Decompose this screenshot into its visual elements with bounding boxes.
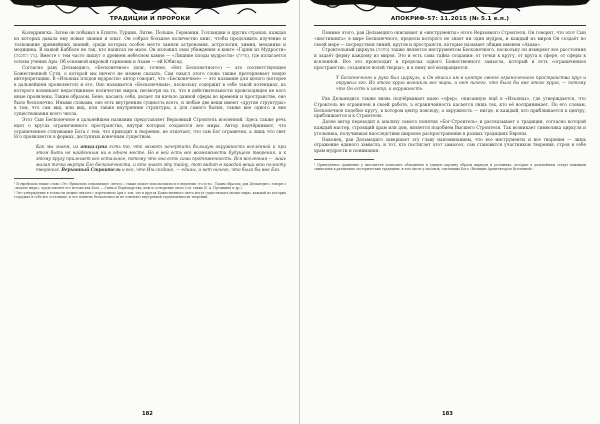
decorative-header-ornament — [10, 0, 290, 14]
header-rule — [314, 25, 586, 26]
footnote: ¹ Приведённое сравнение у мыслителя позволяет объединить в единую картину образы циркуля и угольника, которые в дальнейшем станут важными символами в различных эзотерических традициях, в том числе у масонов, считавших Бога «Великим Архитектором Вселенной». — [314, 162, 586, 172]
header-rule — [14, 25, 286, 26]
block-quote: Как мы знаем, из атцилута есть то, что может начертить большую окружность вселенной и при этом быть не найденным ни в одном месте. Но в ней есть все возможности будущего творения, и к этому кругу прилегает все остальное, потому что она есть сама протяженность. Вся вселенная — лишь малая точка внутри Его бесконечности, и кто знает эту тайну, тот видит в каждой вещи всю полноту творения. Верховный Строитель и все, что Им создано, — едины, и нет ничего, что было бы вне Его. — [36, 145, 286, 174]
footnote-rule — [314, 159, 374, 160]
page-body — [314, 31, 586, 172]
paragraph: Рав Дельмедиго также вновь подчёркивает идею «сфер», описанную ещё в «Изъянах», где утверждается, что Строитель не ограничен в своей работе, а ограниченность касается лишь тех, кто её воспринимает. По его словам, Бесконечное подобно кругу, в котором центр повсюду, а окружность — нигде, и каждый, кто приближается к центру, приближается и к Строителю. — [314, 96, 586, 120]
page-number: 182 — [142, 411, 153, 417]
block-quote: У Бесконечного и руки был циркуль, и Он вписал им в центре своего ограниченного пространства круг и окружил его. Из этого круга возникли все миры, и нет ничего, что было бы вне этого круга, — потому что Он есть и центр, и окружность. — [336, 75, 586, 93]
decorative-header-ornament — [310, 0, 590, 14]
paragraph: Этот Сын Бесконечное в дальнейшем названии представляет Верховный Строитель вселенной. Здесь также речь идет о кругах ограниченного пространства, внутри которых создаются все миры. Автор подчёркивает, что ограниченное стягивание Бога с тем, что приходит в творение, не означает, что сам Бог ограничен, а лишь что свет Его проявляется в формах, доступных конечным существам. — [14, 117, 286, 141]
right-page — [300, 0, 600, 424]
footnote-rule — [14, 178, 74, 179]
paragraph: Помимо этого, рав Дельмедиго описывает и «инструменты» этого Верховного Строителя. Он говорит, что этот Сын «шестикнига» в мире Бесконечного, пределы которого не знает ни один мудрец, и каждый из миров Он создаёт по своей мере — посредством линий, кругов и пространств, которые называет общим именем «Ахава». — [314, 31, 586, 48]
running-head: АПОКРИФ-57: 11.2015 (№ 5.1 е.п.) — [390, 16, 510, 22]
paragraph: Строительный циркуль (מחוגה) также является инструментом Бесконечного, поскольку он измеряет все расстояния и задаёт форму каждому из миров. Это и есть сама тайна создания: от точки к кругу, от круга к сфере, от сферы к вселенной. Все это происходит в пределах одного Божественного замысла, который и есть «ограниченное пространство, созданное волей творца», и к нему всё возвращается. — [314, 48, 586, 71]
page-number: 183 — [442, 411, 453, 417]
footnote: ¹ В еврейском языке слово «Эт» буквально означающее «нечто», также может использоваться в значении «то есть». Таким образом, рав Дельмедиго, говоря о «начале мира», представляет его истоки как Бога — Сына и Первоцарства, неж и сотворение оного (см. также В. А. Пуговкина и др.). — [14, 182, 286, 191]
paragraph: Наконец, рав Дельмедиго завершает эту главу напоминанием, что все инструменты и все творения — лишь отражение единого замысла, и тот, кто постигает этот замысел, сам становится участником творения, строя в себе храм мудрости и понимания. — [314, 137, 586, 155]
footnote: ² Это утверждение в точности можно связать с изречением Ари о том, что в кругах Божественного света могут существовать малые миры, каждый из которых содержит в себе все остальные, и что понятие бесконечности не отменяет внутренней ограниченности творений. — [14, 190, 286, 200]
paragraph: Далее автор переходит к анализу самого понятия «Бог-Строитель» и рассказывает о традиции, согласно которой каждый мастер, строящий храм или дом, является подобием Высшего Строителя. Так возникает символика циркуля и угольника, получившая впоследствии широкое распространение в разных традициях Европы. — [314, 120, 586, 137]
page-body — [14, 31, 286, 199]
paragraph: Согласно раву Дельмедиго, «Бесконечное» (или, точнее, «Нет Бесконечного») — это соответствующее Божественной Сути, о которой мы ничего не можем сказать. Сам смысл этого слова также претерпевает новую интерпретацию. В «Изъянах плодов мудрости» автор говорит, что «Бесконечное» — это название для целого (которое в дальнейшем проявляется) и его, Оно называется «Бесконечным», поскольку содержит в себе такой потенциал, из которого возникает недостижимое количество миров, несмотря на то, что в действительности происходящее не кого иные проявлены. Таким образом, Бене, касаясь себя, делает ли начало данной сферы во времени и пространстве, оно было бесконечно. Иными словами, оно есть внутренняя сущность всего, и любые две вещи имеют «другие структуры» в том, что сам вид, или вид, или также внутренние структуры, а для самого бытия, также вне одного и вне существования всего числа. — [14, 65, 286, 118]
paragraph: Колеррингка. Затем он побывал в Египте, Турции, Литве, Польше, Германии, Голландии и других странах, каждая из которых давала ему новые знания и опыт. Он собрал большое количество книг, чтобы продолжить изучение и толкование древнейших знаний, среди которых особое место заняли астрономия, астрология, химия, механика и медицина. В нашей Каббале не так, кто написал не мало. Он изложил свои убеждения в книге «Гарни из Мудрости» (גרני החכמה). Вместе с тем часто пишут о древнем небесном камне — «Лишние плоды мудрости» (פירות), где излагается основа учения Ари. Об основной мировой гармонии и Ахаве — ей Юбигад. — [14, 31, 286, 65]
running-head: ТРАДИЦИИ И ПРОРОКИ — [109, 16, 191, 22]
